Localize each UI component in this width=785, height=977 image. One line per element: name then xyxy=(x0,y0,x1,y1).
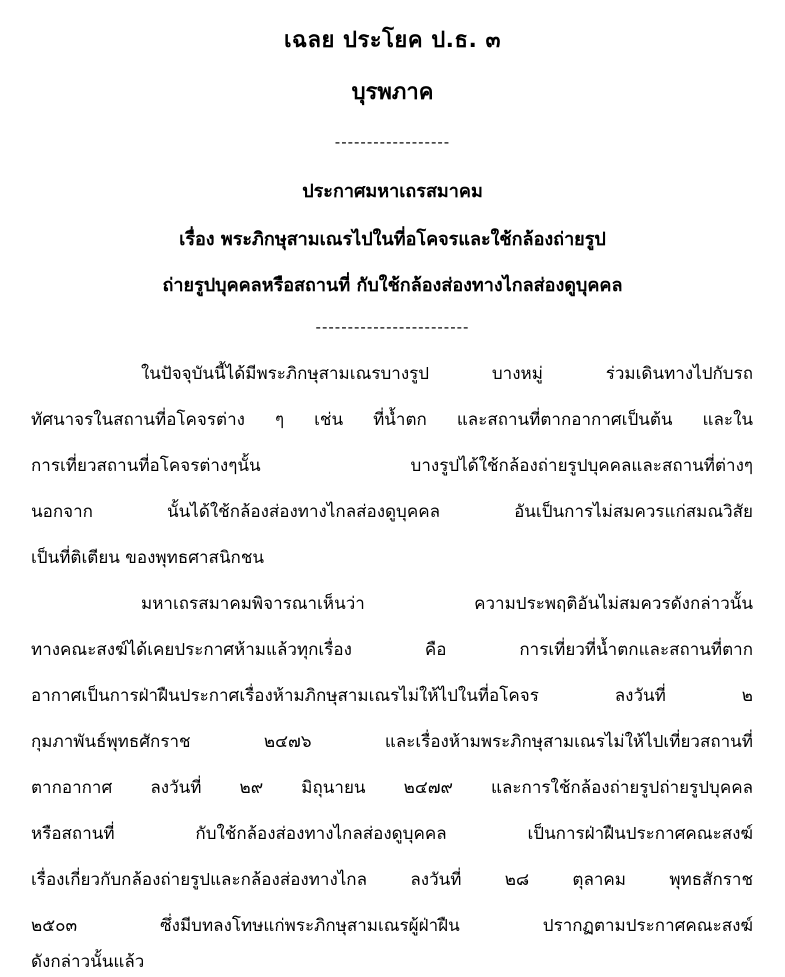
paragraph-2-line: กุมภาพันธ์พุทธศักราช ๒๔๗๖ และเรื่องห้ามพระภิกษุสามเณรไม่ให้ไปเที่ยวสถานที่ xyxy=(31,732,753,752)
announcement-subject-line-2: ถ่ายรูปบุคคลหรือสถานที่ กับใช้กล้องส่องทางไกลส่องดูบุคคล xyxy=(162,275,623,296)
paragraph-2-line: ดังกล่าวนั้นแล้ว xyxy=(31,952,145,972)
paragraph-1-line: การเที่ยวสถานที่อโคจรต่างๆนั้น บางรูปได้ใช้กล้องถ่ายรูปบุคคลและสถานที่ต่างๆ xyxy=(31,456,753,476)
paragraph-1-line: นอกจาก นั้นได้ใช้กล้องส่องทางไกลส่องดูบุคคล อันเป็นการไม่สมควรแก่สมณวิสัย xyxy=(31,502,753,522)
paragraph-2-line: ๒๕๐๓ ซึ่งมีบทลงโทษแก่พระภิกษุสามเณรผู้ฝ่าฝืน ปรากฏตามประกาศคณะสงฆ์ xyxy=(31,916,753,936)
document-title: เฉลย ประโยค ป.ธ. ๓ xyxy=(283,28,502,53)
paragraph-1-line: ทัศนาจรในสถานที่อโคจรต่าง ๆ เช่น ที่น้ำตก และสถานที่ตากอากาศเป็นต้น และใน xyxy=(31,410,753,430)
paragraph-2-line: หรือสถานที่ กับใช้กล้องส่องทางไกลส่องดูบุคคล เป็นการฝ่าฝืนประกาศคณะสงฆ์ xyxy=(31,824,753,844)
divider-bottom: ------------------------ xyxy=(315,318,470,336)
paragraph-2-line: มหาเถรสมาคมพิจารณาเห็นว่า ความประพฤติอันไม่สมควรดังกล่าวนั้น xyxy=(141,594,753,614)
announcement-heading: ประกาศมหาเถรสมาคม xyxy=(302,181,483,202)
paragraph-2-line: เรื่องเกี่ยวกับกล้องถ่ายรูปและกล้องส่องทางไกล ลงวันที่ ๒๘ ตุลาคม พุทธสักราช xyxy=(31,870,753,890)
document-subtitle: บุรพภาค xyxy=(351,80,434,105)
paragraph-1-line: เป็นที่ติเตียน ของพุทธศาสนิกชน xyxy=(31,548,265,568)
announcement-subject-line-1: เรื่อง พระภิกษุสามเณรไปในที่อโคจรและใช้กล้องถ่ายรูป xyxy=(179,229,606,250)
paragraph-2-line: ทางคณะสงฆ์ได้เคยประกาศห้ามแล้วทุกเรื่อง คือ การเที่ยวที่น้ำตกและสถานที่ตาก xyxy=(31,640,753,660)
paragraph-2-line: ตากอากาศ ลงวันที่ ๒๙ มิถุนายน ๒๔๗๙ และการใช้กล้องถ่ายรูปถ่ายรูปบุคคล xyxy=(31,778,753,798)
divider-top: ------------------ xyxy=(334,133,451,151)
paragraph-1-line: ในปัจจุบันนี้ได้มีพระภิกษุสามเณรบางรูป บางหมู่ ร่วมเดินทางไปกับรถ xyxy=(141,364,753,384)
paragraph-2-line: อากาศเป็นการฝ่าฝืนประกาศเรื่องห้ามภิกษุสามเณรไม่ให้ไปในที่อโคจร ลงวันที่ ๒ xyxy=(31,686,753,706)
